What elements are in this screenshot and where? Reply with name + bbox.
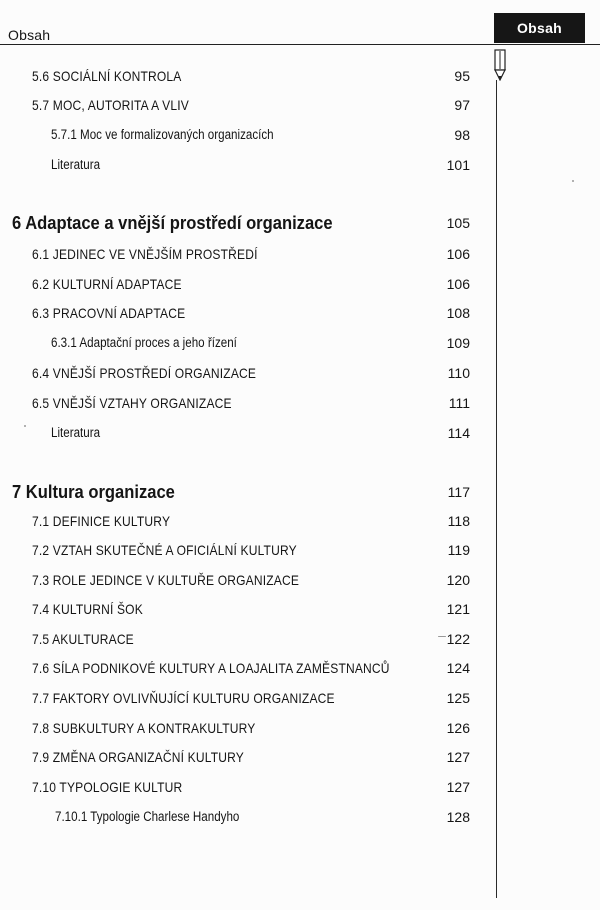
toc-entry[interactable]: [0, 597, 470, 621]
toc-entry-page: 122: [446, 631, 470, 647]
toc-entry-title: Literatura: [51, 157, 101, 172]
toc-entry-page: 128: [446, 809, 470, 825]
toc-entry-page: 126: [446, 720, 470, 736]
toc-entry[interactable]: [0, 93, 470, 117]
toc-entry-title: 6.4 VNĚJŠÍ PROSTŘEDÍ ORGANIZACE: [32, 365, 257, 381]
toc-entry[interactable]: [0, 153, 470, 177]
toc-entry-page: 114: [447, 425, 470, 441]
toc-entry-page: 110: [447, 365, 470, 381]
toc-entry-page: 125: [446, 690, 470, 706]
toc-entry-page: 118: [447, 513, 470, 529]
toc-entry[interactable]: [0, 421, 470, 445]
pencil-marker-icon: [492, 49, 508, 86]
toc-entry-title: 7.1 DEFINICE KULTURY: [32, 513, 171, 529]
toc-entry[interactable]: [0, 538, 470, 562]
toc-entry-title: 7.7 FAKTORY OVLIVŇUJÍCÍ KULTURU ORGANIZACE: [32, 690, 335, 706]
toc-entry-page: 106: [446, 246, 470, 262]
toc-entry[interactable]: [0, 361, 470, 385]
toc-entry[interactable]: [0, 64, 470, 88]
toc-entry[interactable]: [0, 656, 470, 680]
toc-entry-page: 124: [446, 660, 470, 676]
toc-entry-title: 5.7.1 Moc ve formalizovaných organizacích: [51, 127, 274, 142]
toc-entry-title: 7.8 SUBKULTURY A KONTRAKULTURY: [32, 720, 256, 736]
toc-entry[interactable]: [0, 123, 470, 147]
toc-entry[interactable]: [0, 331, 470, 355]
right-margin-rule: [496, 80, 497, 898]
toc-entry-page: 108: [446, 305, 470, 321]
toc-entry[interactable]: [0, 805, 470, 829]
toc-entry[interactable]: [0, 627, 470, 651]
scan-speck: [24, 425, 26, 427]
toc-entry-title: Literatura: [51, 425, 101, 440]
chapter-title: 6 Adaptace a vnější prostředí organizace: [12, 213, 333, 233]
toc-entry-title: 7.2 VZTAH SKUTEČNÉ A OFICIÁLNÍ KULTURY: [32, 542, 297, 558]
toc-entry-title: 7.6 SÍLA PODNIKOVÉ KULTURY A LOAJALITA ZAMĚSTNANCŮ: [32, 660, 390, 676]
toc-entry-title: 7.9 ZMĚNA ORGANIZAČNÍ KULTURY: [32, 749, 244, 765]
toc-entry-page: 127: [446, 779, 470, 795]
toc-entry-page: 109: [446, 335, 470, 351]
toc-entry[interactable]: [0, 272, 470, 296]
toc-entry-title: 7.10.1 Typologie Charlese Handyho: [55, 809, 240, 824]
toc-entry[interactable]: [0, 301, 470, 325]
toc-entry[interactable]: [0, 568, 470, 592]
toc-entry-page: 119: [447, 542, 470, 558]
toc-entry[interactable]: [0, 686, 470, 710]
toc-entry[interactable]: [0, 509, 470, 533]
toc-entry-title: 7.10 TYPOLOGIE KULTUR: [32, 779, 183, 795]
toc-entry-title: 6.3.1 Adaptační proces a jeho řízení: [51, 335, 237, 350]
toc-entry-title: 6.3 PRACOVNÍ ADAPTACE: [32, 305, 186, 321]
toc-entry-page: 106: [446, 276, 470, 292]
toc-entry-page: 97: [454, 97, 470, 113]
chapter-heading[interactable]: [0, 211, 470, 235]
chapter-page: 117: [447, 484, 470, 500]
toc-entry-title: 7.4 KULTURNÍ ŠOK: [32, 601, 143, 617]
toc-entry[interactable]: [0, 242, 470, 266]
scan-speck: [572, 180, 574, 182]
toc-entry-title: 6.5 VNĚJŠÍ VZTAHY ORGANIZACE: [32, 395, 232, 411]
toc-entry-title: 5.6 SOCIÁLNÍ KONTROLA: [32, 68, 182, 84]
toc-entry-page: 111: [448, 395, 470, 411]
chapter-heading[interactable]: [0, 480, 470, 504]
toc-entry-page: 121: [446, 601, 470, 617]
toc-entry[interactable]: [0, 716, 470, 740]
chapter-title: 7 Kultura organizace: [12, 482, 175, 502]
section-tab: Obsah: [494, 13, 585, 43]
toc-entry[interactable]: [0, 745, 470, 769]
running-head: Obsah: [8, 27, 51, 43]
toc-entry-page: 127: [446, 749, 470, 765]
toc-entry-title: 5.7 MOC, AUTORITA A VLIV: [32, 97, 189, 113]
toc-entry-page: 98: [454, 127, 470, 143]
chapter-page: 105: [446, 215, 470, 231]
toc-entry-page: 120: [446, 572, 470, 588]
toc-entry-title: 7.5 AKULTURACE: [32, 631, 134, 647]
toc-entry-title: 6.1 JEDINEC VE VNĚJŠÍM PROSTŘEDÍ: [32, 246, 258, 262]
toc-entry[interactable]: [0, 391, 470, 415]
toc-entry[interactable]: [0, 775, 470, 799]
toc-entry-page: 95: [454, 68, 470, 84]
header-rule: [0, 44, 600, 45]
toc-entry-title: 7.3 ROLE JEDINCE V KULTUŘE ORGANIZACE: [32, 572, 300, 588]
toc-entry-title: 6.2 KULTURNÍ ADAPTACE: [32, 276, 182, 292]
toc-entry-page: 101: [446, 157, 470, 173]
scan-speck: [438, 636, 446, 637]
